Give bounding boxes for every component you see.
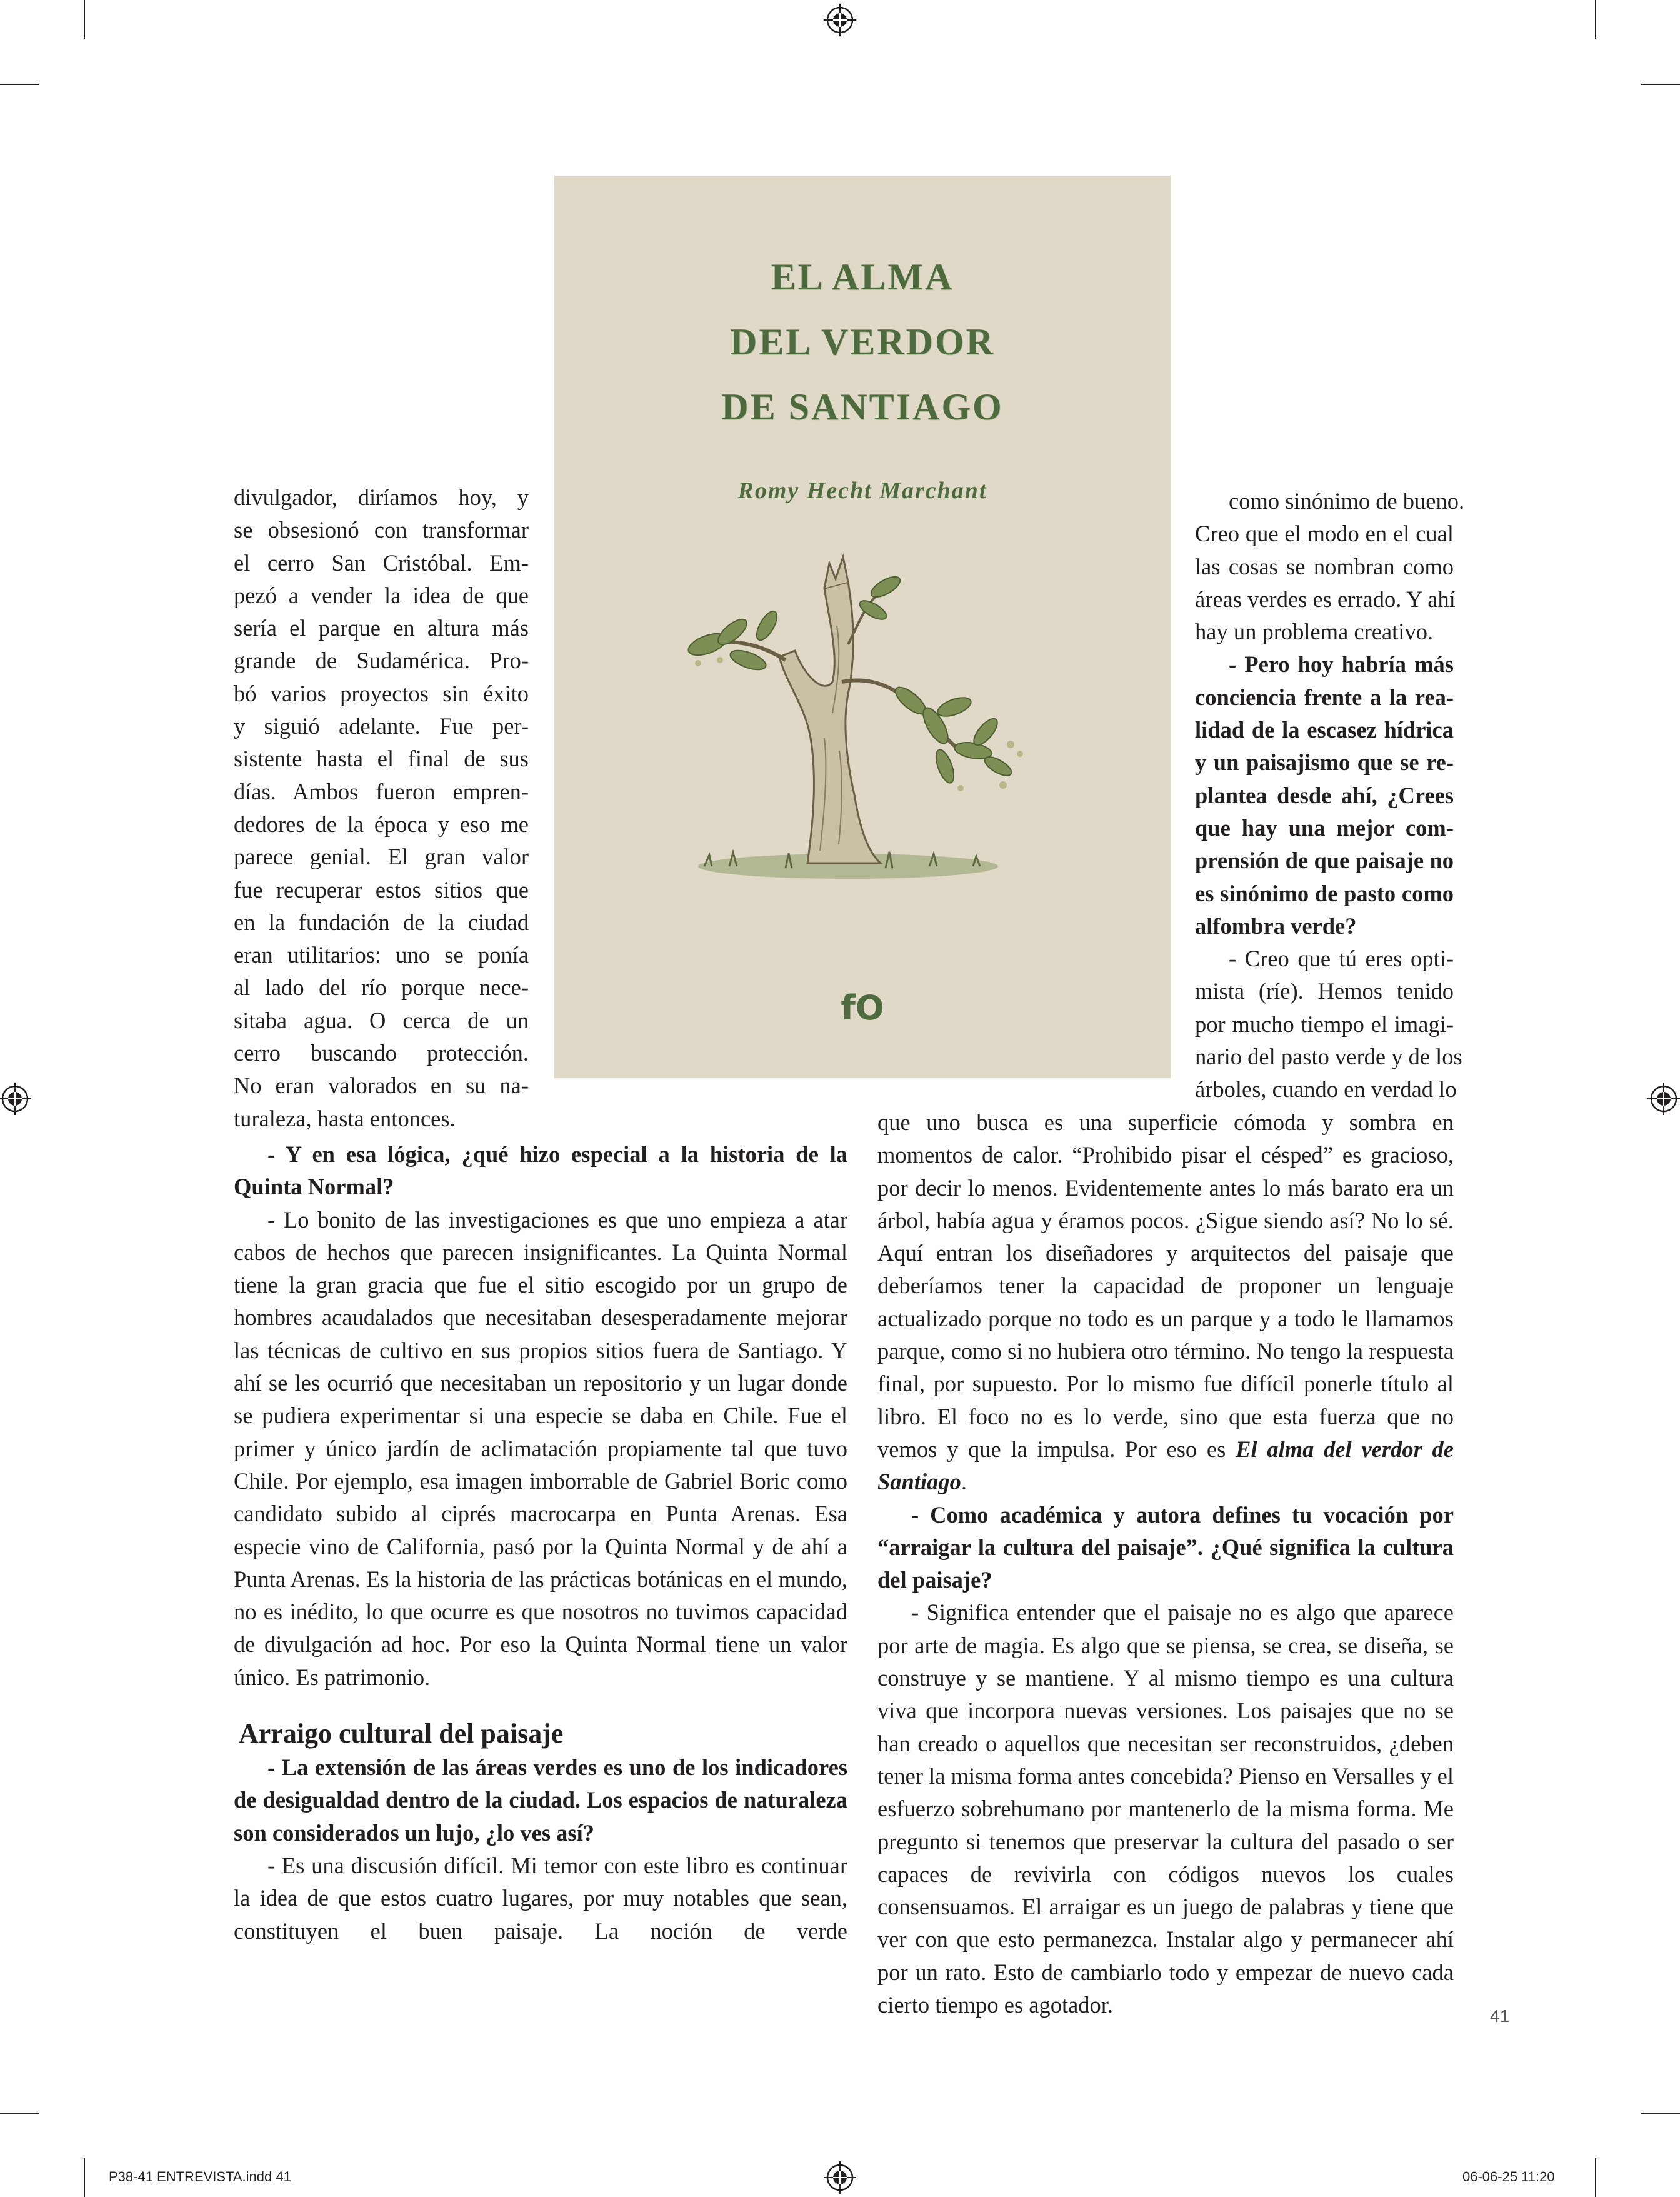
section-subheading: Arraigo cultural del paisaje (239, 1718, 564, 1749)
wrap-line: dedores de la época y eso me (234, 811, 529, 837)
wrap-line: eran utilitarios: uno se ponía (234, 942, 529, 968)
wrap-line: se obsesionó con transformar (234, 517, 529, 543)
registration-mark-icon (1648, 1083, 1680, 1115)
registration-mark-icon (0, 1083, 31, 1115)
crop-mark (1595, 2158, 1596, 2197)
wrap-line: el cerro San Cristóbal. Em- (234, 549, 529, 576)
right-column (878, 1106, 1454, 2021)
wrap-line: - Creo que tú eres opti- (1229, 946, 1454, 972)
wrap-line: Creo que el modo en el cual (1195, 521, 1454, 547)
wrap-line: por mucho tiempo el imagi- (1195, 1011, 1454, 1037)
crop-mark (84, 0, 85, 39)
slug-date: 06-06-25 11:20 (1462, 2169, 1555, 2184)
answer-text: - Lo bonito de las investigaciones es que uno empieza a atar cabos de hechos que parecen insignificantes. La Quinta Normal tiene la gran gracia que fue el sitio escogido por un grupo de hombres acaudalados que necesitaban desesperadamente mejorar las técnicas de cultivo en sus propios sitios fuera de Santiago. Y ahí se les ocurrió que necesitaban un repositorio y un lugar donde se pudiera experimentar si una especie se daba en Chile. Fue el primer y único jardín de aclimatación propiamente tal que tuvo Chile. Por ejemplo, esa imagen imborrable de Gabriel Boric como candidato subido al ciprés macrocarpa en Punta Arenas. Esa especie vino de California, pasó por la Quinta Normal y de ahí a Punta Arenas. Es la historia de las prácticas botánicas en el mundo, no es inédito, lo que ocurre es que nosotros no tuvimos capacidad de divulgación ad hoc. Por eso la Quinta Normal tiene un valor único. Es patrimonio. (234, 1206, 848, 1690)
page-number: 41 (1490, 2006, 1510, 2026)
wrap-line: divulgador, diríamos hoy, y (234, 484, 529, 510)
wrap-line: mista (ríe). Hemos tenido (1195, 978, 1454, 1004)
wrap-line: fue recuperar estos sitios que (234, 876, 529, 903)
wrap-line: las cosas se nombran como (1195, 553, 1454, 579)
wrap-line: días. Ambos fueron empren- (234, 778, 529, 804)
book-cover (554, 176, 1171, 1078)
crop-mark (0, 2113, 39, 2114)
wrap-line: sitaba agua. O cerca de un (234, 1007, 529, 1033)
wrap-line: lidad de la escasez hídrica (1195, 717, 1454, 743)
wrap-line: y un paisajismo que se re- (1195, 749, 1454, 776)
wrap-line: conciencia frente a la rea- (1195, 684, 1454, 710)
answer-text: - Significa entender que el paisaje no es algo que aparece por arte de magia. Es algo que se piensa, se crea, se diseña, se construye y se mantiene. Y al mismo tiempo es una cultura viva que incorpora nuevas versiones. Los paisajes que no se han creado o aquellos que necesitan ser reconstruidos, ¿deben tener la misma forma antes concebida? Pienso en Versalles y el esfuerzo sobrehumano por mantenerlo de la misma forma. Me pregunto si tenemos que preservar la cultura del pasado o ser capaces de revivirla con códigos nuevos los cuales consensuamos. El arraigar es un juego de palabras y tiene que ver con que esto permanezca. Instalar algo y permanecer ahí por un rato. Esto de cambiarlo todo y empezar de nuevo cada cierto tiempo es agotador. (878, 1599, 1454, 2018)
crop-mark (84, 2158, 85, 2197)
cover-title-line: DE SANTIAGO (721, 386, 1004, 428)
wrap-line: No eran valorados en su na- (234, 1073, 529, 1099)
registration-mark-icon (824, 2161, 856, 2194)
wrap-line: turaleza, hasta entonces. (234, 1105, 456, 1131)
wrap-line: al lado del río porque nece- (234, 974, 529, 1001)
wrap-line: en la fundación de la ciudad (234, 909, 529, 935)
wrap-line: grande de Sudamérica. Pro- (234, 648, 529, 674)
wrap-line: que hay una mejor com- (1195, 814, 1454, 841)
right-wrap-column (1195, 485, 1465, 1106)
wrap-line: es sinónimo de pasto como (1195, 880, 1454, 906)
crop-mark (1641, 2113, 1680, 2114)
answer-text-end: . (961, 1469, 968, 1495)
wrap-line: y siguió adelante. Fue per- (234, 713, 529, 739)
crop-mark (1595, 0, 1596, 39)
crop-mark (1641, 84, 1680, 85)
cover-author: Romy Hecht Marchant (738, 478, 988, 504)
cover-title-line: DEL VERDOR (730, 321, 995, 363)
wrap-line: como sinónimo de bueno. (1229, 488, 1465, 514)
wrap-line: pezó a vender la idea de que (234, 582, 529, 608)
book-title-emphasis: El alma del verdor de Santiago (878, 1436, 1454, 1495)
wrap-line: árboles, cuando en verdad lo (1195, 1076, 1457, 1103)
wrap-line: hay un problema creativo. (1195, 619, 1434, 645)
wrap-line: sería el parque en altura más (234, 615, 529, 641)
answer-text-part: que uno busca es una superficie cómoda y sombra en momentos de calor. “Prohibido pisar el césped” es gracioso, por decir lo menos. Evidentemente antes lo más barato era un árbol, había agua y éramos pocos. ¿Sigue siendo así? No lo sé. Aquí entran los diseñadores y arquitectos del paisaje que deberíamos tener la capacidad de proponer un lenguaje actualizado porque no todo es un parque y a todo le llamamos parque, como si no hubiera otro término. No tengo la respuesta final, por supuesto. Por lo mismo fue difícil ponerle título al libro. El foco no es lo verde, sino que esta fuerza que no vemos y que la impulsa. Por eso es (878, 1109, 1454, 1462)
cover-title-line: EL ALMA (771, 256, 954, 298)
wrap-line: sistente hasta el final de sus (234, 746, 529, 772)
left-wrap-column (234, 481, 529, 1135)
wrap-line: áreas verdes es errado. Y ahí (1195, 586, 1456, 612)
wrap-line: alfombra verde? (1195, 913, 1357, 939)
tree-illustration (661, 551, 1061, 888)
question-text: - Y en esa lógica, ¿qué hizo especial a la historia de la Quinta Normal? (234, 1141, 848, 1200)
wrap-line: parece genial. El gran valor (234, 844, 529, 870)
left-column (234, 1138, 848, 1948)
question-text: - La extensión de las áreas verdes es uno de los indicadores de desigualdad dentro de la ciudad. Los espacios de naturaleza son considerados un lujo, ¿lo ves así? (234, 1754, 848, 1846)
wrap-line: bó varios proyectos sin éxito (234, 680, 529, 706)
answer-text (878, 1106, 1454, 1499)
wrap-line: cerro buscando protección. (234, 1040, 529, 1066)
publisher-logo: fO (841, 988, 884, 1028)
question-text: - Como académica y autora defines tu vocación por “arraigar la cultura del paisaje”. ¿Qué significa la cultura del paisaje? (878, 1501, 1454, 1593)
answer-text: - Es una discusión difícil. Mi temor con este libro es continuar la idea de que estos cuatro lugares, por muy notables que sean, constituyen el buen paisaje. La noción de verde (234, 1852, 848, 1944)
wrap-line: prensión de que paisaje no (1195, 848, 1454, 874)
registration-mark-icon (824, 4, 856, 36)
crop-mark (0, 84, 39, 85)
slug-filename: P38-41 ENTREVISTA.indd 41 (109, 2169, 291, 2184)
wrap-line: - Pero hoy habría más (1229, 651, 1454, 678)
wrap-line: nario del pasto verde y de los (1195, 1044, 1462, 1070)
wrap-line: plantea desde ahí, ¿Crees (1195, 782, 1454, 808)
